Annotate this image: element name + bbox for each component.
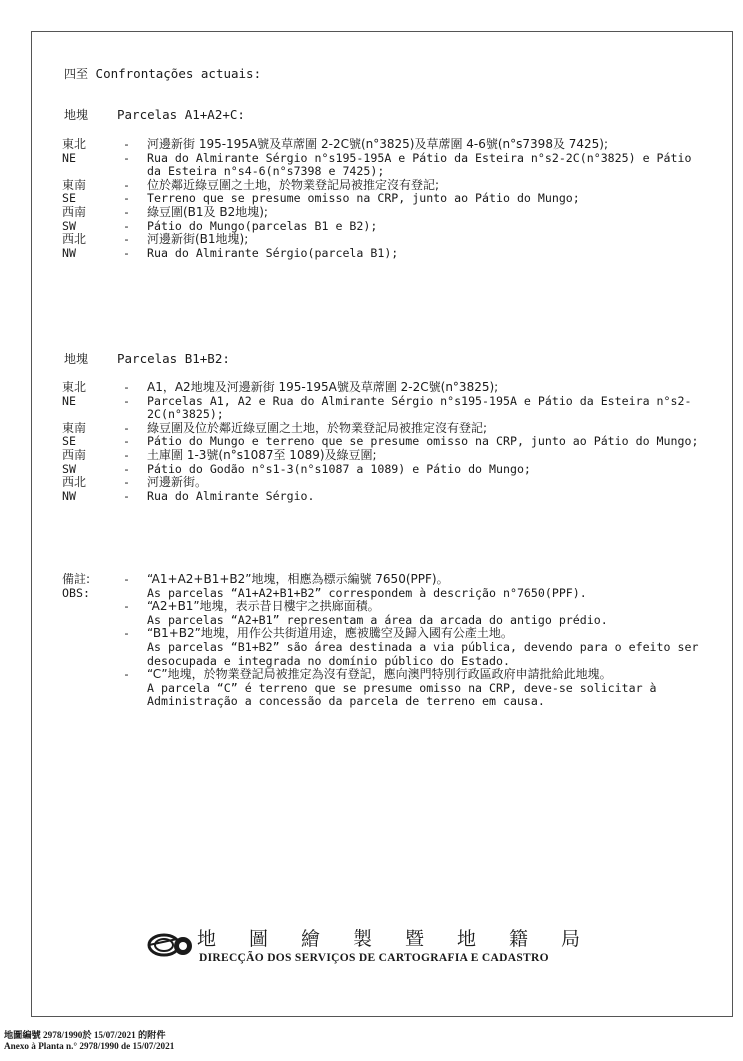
footer-line-zh: 地圖編號 2978/1990於 15/07/2021 的附件	[4, 1030, 166, 1040]
confrontation-text: A1，A2地塊及河邊新街 195-195A號及草蓆圍 2-2C號(n°3825);	[147, 380, 499, 394]
dash: -	[123, 461, 130, 476]
note-text-pt: As parcelas “B1+B2” são área destinada a via pública, devendo para o efeito ser desocupada e integrada no domínio público do Estado.	[147, 639, 699, 668]
note-zh-row	[62, 573, 702, 587]
footer-line-pt: Anexo à Planta n.° 2978/1990 de 15/07/2021	[4, 1041, 175, 1051]
confrontation-text: 河邊新街 195-195A號及草蓆圍 2-2C號(n°3825)及草蓆圍 4-6號(n°s7398及 7425);	[147, 137, 609, 151]
note-text-zh: “A1+A2+B1+B2”地塊，相應為標示編號 7650(PPF)。	[147, 572, 449, 586]
parcel-a-label: 地塊	[64, 108, 89, 122]
parcel-b-label: 地塊	[64, 352, 89, 366]
dash: -	[123, 380, 130, 394]
parcel-a-entry	[62, 152, 702, 179]
org-char: 圖	[249, 928, 269, 950]
dash: -	[123, 393, 130, 408]
dash: -	[123, 599, 130, 614]
direction-label: NW	[62, 245, 76, 260]
direction-label: NE	[62, 150, 76, 165]
org-name-pt: DIRECÇÃO DOS SERVIÇOS DE CARTOGRAFIA E CADASTRO	[199, 952, 549, 964]
parcel-a-title: Parcelas A1+A2+C:	[117, 107, 245, 122]
dash: -	[123, 667, 130, 682]
direction-label: 東北	[62, 380, 87, 394]
parcel-b-heading	[64, 350, 230, 367]
spacer	[123, 614, 147, 628]
direction-label: 西南	[62, 447, 87, 462]
parcel-a-entry	[62, 233, 702, 247]
parcel-b-title: Parcelas B1+B2:	[117, 351, 230, 366]
dash: -	[123, 626, 130, 641]
dash: -	[123, 204, 130, 219]
direction-label: 東南	[62, 420, 87, 435]
confrontation-text: 綠豆圍(B1及 B2地塊);	[147, 204, 268, 219]
dash: -	[123, 488, 130, 503]
note-text-pt: A parcela “C” é terreno que se presume omisso na CRP, deve-se solicitar à Administração a concessão da parcela de terreno em causa.	[147, 680, 657, 709]
direction-label: SW	[62, 461, 76, 476]
parcel-a-entry	[62, 138, 702, 152]
confrontation-text: Rua do Almirante Sérgio.	[147, 488, 315, 503]
spacer	[123, 587, 147, 601]
spacer	[123, 682, 147, 709]
org-char: 暨	[405, 928, 425, 950]
org-char: 地	[457, 928, 477, 950]
notes-label-pt	[62, 641, 123, 668]
direction-label: 西北	[62, 475, 87, 490]
confrontation-text: Rua do Almirante Sérgio(parcela B1);	[147, 245, 399, 260]
parcel-b-entry	[62, 422, 702, 436]
note-pt-row	[62, 641, 702, 668]
parcel-a-entry	[62, 192, 702, 206]
org-char: 繪	[301, 928, 321, 950]
cartography-logo-icon	[147, 931, 195, 959]
confrontation-text: 河邊新街。	[147, 475, 208, 490]
parcel-b-entry	[62, 395, 702, 422]
dash: -	[123, 572, 130, 586]
note-zh-row	[62, 600, 702, 614]
note-zh-row	[62, 627, 702, 641]
note-text-pt: As parcelas “A2+B1” representam a área da arcada do antigo prédio.	[147, 612, 608, 627]
confrontations-heading	[64, 65, 261, 82]
confrontation-text: Rua do Almirante Sérgio n°s195-195A e Pátio da Esteira n°s2-2C(n°3825) e Pátio da Esteira n°s4-6(n°s7398 e 7425);	[147, 150, 692, 179]
org-char: 地	[197, 928, 217, 950]
confrontation-text: Pátio do Mungo e terreno que se presume omisso na CRP, junto ao Pátio do Mungo;	[147, 434, 699, 449]
note-text-zh: “A2+B1”地塊，表示昔日樓宇之拱廊面積。	[147, 599, 380, 614]
parcel-b-entry	[62, 490, 702, 504]
org-char: 籍	[509, 928, 529, 950]
direction-label: SE	[62, 434, 76, 449]
direction-label: 西南	[62, 204, 87, 219]
notes-label-pt	[62, 682, 123, 709]
notes-label-pt: OBS:	[62, 585, 90, 600]
parcel-b-confrontations	[62, 381, 702, 503]
direction-label: SW	[62, 218, 76, 233]
dash: -	[123, 137, 130, 151]
parcel-b-entry	[62, 381, 702, 395]
confrontation-text: Pátio do Mungo(parcelas B1 e B2);	[147, 218, 378, 233]
direction-label: 西北	[62, 232, 87, 247]
dash: -	[123, 150, 130, 165]
heading-label-pt: Confrontações actuais:	[95, 66, 262, 81]
org-char: 局	[561, 928, 581, 950]
dash: -	[123, 177, 130, 192]
dash: -	[123, 475, 130, 490]
heading-label-zh: 四至	[64, 67, 89, 81]
parcel-b-entry	[62, 435, 702, 449]
confrontation-text: Terreno que se presume omisso na CRP, junto ao Pátio do Mungo;	[147, 191, 580, 206]
direction-label: NE	[62, 393, 76, 408]
dash: -	[123, 191, 130, 206]
confrontation-text: 綠豆圍及位於鄰近綠豆圍之土地，於物業登記局被推定沒有登記;	[147, 420, 488, 435]
dash: -	[123, 420, 130, 435]
parcel-b-entry	[62, 449, 702, 463]
note-text-pt: As parcelas “A1+A2+B1+B2” correspondem à descrição n°7650(PPF).	[147, 585, 587, 600]
dash: -	[123, 447, 130, 462]
org-name-zh	[197, 924, 613, 951]
direction-label: NW	[62, 488, 76, 503]
notes-section	[62, 573, 702, 709]
note-text-zh: “C”地塊，於物業登記局被推定為沒有登記，應向澳門特別行政區政府申請批給此地塊。	[147, 667, 612, 682]
notes-label-zh: 備註:	[62, 572, 91, 586]
dash: -	[123, 434, 130, 449]
note-pt-row	[62, 682, 702, 709]
org-char: 製	[353, 928, 373, 950]
confrontation-text: 土庫圍 1-3號(n°s1087至 1089)及綠豆圍;	[147, 447, 377, 462]
confrontation-text: 河邊新街(B1地塊);	[147, 232, 249, 247]
footer-annex	[4, 1030, 174, 1052]
spacer	[123, 641, 147, 668]
parcel-a-confrontations	[62, 138, 702, 260]
dash: -	[123, 232, 130, 247]
confrontation-text: Parcelas A1, A2 e Rua do Almirante Sérgio n°s195-195A e Pátio da Esteira n°s2-2C(n°3825);	[147, 393, 692, 422]
direction-label: SE	[62, 191, 76, 206]
confrontation-text: 位於鄰近綠豆圍之土地，於物業登記局被推定沒有登記;	[147, 177, 440, 192]
note-text-zh: “B1+B2”地塊，用作公共街道用途，應被騰空及歸入國有公產土地。	[147, 626, 513, 641]
notes-label-zh	[62, 627, 123, 641]
notes-label-pt	[62, 614, 123, 628]
parcel-a-entry	[62, 179, 702, 193]
parcel-a-entry	[62, 206, 702, 220]
direction-label: 東北	[62, 137, 87, 151]
direction-label: 東南	[62, 177, 87, 192]
note-zh-row	[62, 668, 702, 682]
parcel-a-heading	[64, 106, 245, 123]
dash: -	[123, 218, 130, 233]
notes-label-zh	[62, 668, 123, 682]
confrontation-text: Pátio do Godão n°s1-3(n°s1087 a 1089) e Pátio do Mungo;	[147, 461, 531, 476]
parcel-b-entry	[62, 476, 702, 490]
parcel-a-entry	[62, 247, 702, 261]
notes-label-zh	[62, 600, 123, 614]
dash: -	[123, 245, 130, 260]
